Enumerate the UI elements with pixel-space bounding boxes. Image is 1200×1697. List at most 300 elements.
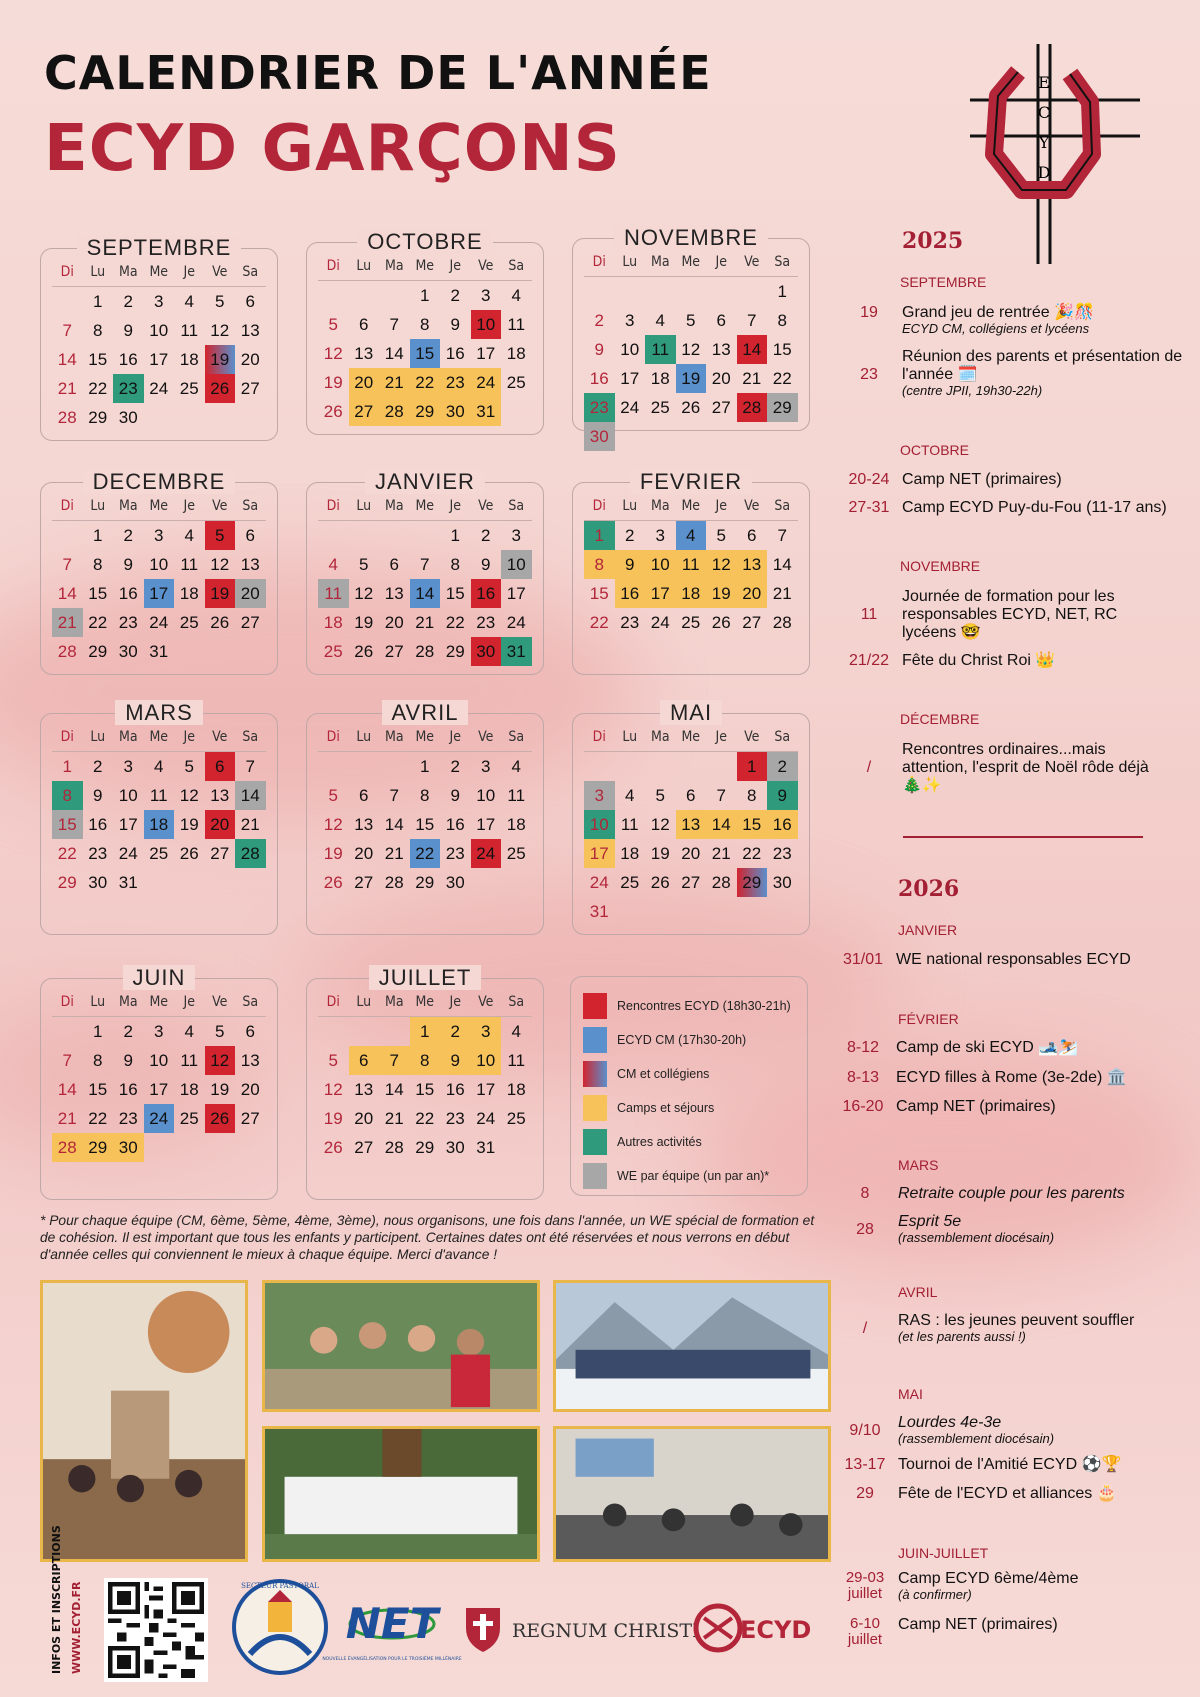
day-cell: 20	[737, 579, 768, 608]
day-cell: 18	[179, 1080, 199, 1099]
day-cell: 19	[650, 844, 670, 863]
empty-cell	[676, 752, 707, 781]
day-cell: 19	[205, 345, 236, 374]
empty-cell	[645, 277, 676, 306]
day-cell: 11	[180, 321, 199, 340]
weekday-header: Di	[584, 722, 615, 752]
day-cell: 6	[245, 1022, 255, 1041]
svg-text:NET: NET	[345, 1599, 439, 1648]
day-cell: 19	[323, 373, 343, 392]
day-cell: 28	[235, 839, 266, 868]
day-cell: 25	[323, 642, 343, 661]
day-cell: 11	[507, 786, 526, 805]
day-cell: 8	[93, 321, 103, 340]
day-cell: 16	[445, 1080, 465, 1099]
day-cell: 30	[445, 873, 465, 892]
month-name: FEVRIER	[573, 469, 809, 495]
day-cell: 29	[737, 868, 768, 897]
day-cell: 6	[245, 292, 255, 311]
day-cell: 26	[205, 374, 236, 403]
day-cell: 22	[742, 844, 762, 863]
empty-cell	[318, 752, 349, 781]
day-cell: 26	[711, 613, 731, 632]
weekday-header: Je	[440, 722, 471, 752]
weekday-header: Lu	[83, 491, 114, 521]
day-cell: 29	[83, 1133, 114, 1162]
day-cell: 23	[476, 613, 496, 632]
day-cell: 1	[93, 526, 103, 545]
month-avril	[306, 700, 544, 935]
day-cell: 23	[118, 1109, 138, 1128]
day-cell: 4	[511, 757, 521, 776]
day-cell: 2	[123, 526, 133, 545]
day-cell: 13	[737, 550, 768, 579]
day-cell: 14	[57, 1080, 77, 1099]
day-cell: 6	[205, 752, 236, 781]
weekday-header: Me	[144, 257, 175, 287]
photo-room	[553, 1426, 831, 1562]
day-cell: 24	[118, 844, 138, 863]
month-heading-dec: DÉCEMBRE	[900, 711, 980, 727]
weekday-header: Ve	[471, 251, 502, 281]
day-cell: 26	[650, 873, 670, 892]
weekday-header: Lu	[349, 491, 380, 521]
day-cell: 8	[52, 781, 83, 810]
day-cell: 25	[506, 373, 526, 392]
day-cell: 13	[210, 786, 230, 805]
day-cell: 29	[410, 397, 441, 426]
qr-code[interactable]	[104, 1578, 208, 1682]
day-cell: 9	[123, 1051, 133, 1070]
day-cell: 30	[118, 408, 138, 427]
weekday-header: Ma	[379, 251, 410, 281]
empty-cell	[615, 277, 646, 306]
day-cell: 2	[481, 526, 491, 545]
weekday-header: Me	[676, 247, 707, 277]
day-cell: 11	[149, 786, 168, 805]
day-cell: 28	[57, 408, 77, 427]
day-cell: 27	[240, 1109, 260, 1128]
day-cell: 8	[420, 786, 430, 805]
day-cell: 7	[777, 526, 787, 545]
day-cell: 9	[93, 786, 103, 805]
day-cell: 1	[410, 1017, 441, 1046]
weekday-header: Ma	[645, 722, 676, 752]
weekday-header: Lu	[615, 247, 646, 277]
weekday-header: Sa	[235, 987, 266, 1017]
day-cell: 20	[349, 368, 380, 397]
empty-cell	[584, 752, 615, 781]
month-juillet	[306, 965, 544, 1200]
day-cell: 17	[645, 579, 676, 608]
month-heading-feb: FÉVRIER	[898, 1011, 959, 1027]
day-cell: 24	[144, 1104, 175, 1133]
day-cell: 16	[589, 369, 609, 388]
day-cell: 19	[676, 364, 707, 393]
empty-cell	[737, 277, 768, 306]
day-cell: 21	[415, 613, 435, 632]
weekday-header: Sa	[767, 722, 798, 752]
weekday-header: Lu	[615, 491, 646, 521]
empty-cell	[52, 1017, 83, 1046]
day-cell: 4	[184, 526, 194, 545]
day-cell: 13	[354, 344, 374, 363]
day-cell: 8	[584, 550, 615, 579]
day-cell: 5	[328, 786, 338, 805]
weekday-header: Lu	[83, 722, 114, 752]
year-2026: 2026	[898, 876, 960, 902]
day-cell: 3	[154, 292, 164, 311]
weekday-header: Ve	[471, 722, 502, 752]
year-2025: 2025	[902, 228, 964, 254]
event-row: 13-17 Tournoi de l'Amitié ECYD ⚽🏆	[844, 1456, 1122, 1473]
month-name: MARS	[41, 700, 277, 726]
day-cell: 13	[676, 810, 707, 839]
day-cell: 10	[149, 1051, 169, 1070]
day-cell: 6	[716, 311, 726, 330]
day-cell: 15	[88, 584, 108, 603]
day-cell: 2	[123, 292, 133, 311]
weekday-header: Di	[52, 491, 83, 521]
svg-text:WWW.ECYD.FR: WWW.ECYD.FR	[70, 1581, 83, 1674]
month-octobre	[306, 229, 544, 435]
weekday-header: Me	[144, 722, 175, 752]
day-cell: 30	[471, 637, 502, 666]
day-cell: 25	[149, 844, 169, 863]
empty-cell	[52, 521, 83, 550]
day-cell: 16	[615, 579, 646, 608]
day-cell: 16	[445, 344, 465, 363]
weekday-header: Ma	[113, 491, 144, 521]
month-name: NOVEMBRE	[573, 225, 809, 251]
day-cell: 9	[123, 321, 133, 340]
day-cell: 27	[210, 844, 230, 863]
weekday-header: Sa	[767, 247, 798, 277]
day-cell: 20	[384, 613, 404, 632]
day-cell: 4	[655, 311, 665, 330]
day-cell: 27	[240, 613, 260, 632]
day-cell: 27	[711, 398, 731, 417]
day-cell: 29	[415, 873, 435, 892]
weekday-header: Je	[174, 722, 205, 752]
weekday-header: Sa	[501, 722, 532, 752]
day-cell: 26	[179, 844, 199, 863]
month-janvier	[306, 469, 544, 675]
day-cell: 6	[686, 786, 696, 805]
day-cell: 11	[180, 555, 199, 574]
weekday-header: Me	[410, 722, 441, 752]
day-cell: 22	[589, 613, 609, 632]
day-cell: 10	[471, 1046, 502, 1075]
day-cell: 19	[323, 1109, 343, 1128]
month-heading-sep: SEPTEMBRE	[900, 274, 987, 290]
day-cell: 4	[184, 292, 194, 311]
event-row: 21/22 Fête du Christ Roi 👑	[848, 652, 1056, 669]
day-cell: 21	[57, 1109, 77, 1128]
day-cell: 23	[113, 374, 144, 403]
event-row: 6-10 juillet Camp NET (primaires)	[847, 1615, 1058, 1648]
weekday-header: Ve	[205, 257, 236, 287]
day-cell: 14	[772, 555, 792, 574]
weekday-header: Ma	[379, 491, 410, 521]
empty-cell	[645, 752, 676, 781]
day-cell: 18	[506, 1080, 526, 1099]
day-cell: 15	[415, 1080, 435, 1099]
weekday-header: Je	[706, 491, 737, 521]
month-name: DECEMBRE	[41, 469, 277, 495]
day-cell: 5	[215, 1022, 225, 1041]
day-cell: 22	[410, 839, 441, 868]
day-cell: 21	[384, 1109, 404, 1128]
ecyd-cross-logo	[970, 44, 1140, 274]
day-cell: 9	[440, 1046, 471, 1075]
weekday-header: Di	[318, 987, 349, 1017]
day-cell: 16	[118, 584, 138, 603]
month-name: MAI	[573, 700, 809, 726]
day-cell: 3	[584, 781, 615, 810]
day-cell: 29	[445, 642, 465, 661]
weekday-header: Di	[52, 987, 83, 1017]
weekday-header: Ma	[645, 247, 676, 277]
day-cell: 12	[650, 815, 670, 834]
day-cell: 6	[245, 526, 255, 545]
day-cell: 23	[584, 393, 615, 422]
day-cell: 10	[645, 550, 676, 579]
day-cell: 16	[88, 815, 108, 834]
day-cell: 1	[93, 1022, 103, 1041]
day-cell: 13	[240, 321, 260, 340]
day-cell: 13	[354, 1080, 374, 1099]
day-cell: 8	[410, 1046, 441, 1075]
day-cell: 30	[584, 422, 615, 451]
day-cell: 8	[777, 311, 787, 330]
day-cell: 28	[379, 397, 410, 426]
day-cell: 15	[52, 810, 83, 839]
day-cell: 2	[123, 1022, 133, 1041]
day-cell: 22	[772, 369, 792, 388]
day-cell: 14	[57, 350, 77, 369]
day-cell: 10	[471, 310, 502, 339]
day-cell: 7	[420, 555, 430, 574]
day-cell: 24	[650, 613, 670, 632]
legend-item: Camps et séjours	[583, 1091, 795, 1125]
empty-cell	[379, 1017, 410, 1046]
day-cell: 10	[476, 786, 496, 805]
day-cell: 31	[118, 873, 138, 892]
svg-text:SECTEUR PASTORAL: SECTEUR PASTORAL	[241, 1582, 319, 1590]
svg-text:NOUVELLE ÉVANGÉLISATION POUR L: NOUVELLE ÉVANGÉLISATION POUR LE TROISIÈME MILLÉNAIRE	[322, 1657, 462, 1662]
logo-letter-d: D	[1037, 163, 1051, 182]
day-cell: 19	[210, 1080, 230, 1099]
day-cell: 15	[737, 810, 768, 839]
day-cell: 28	[415, 642, 435, 661]
logo-letter-y: Y	[1038, 133, 1050, 152]
day-cell: 16	[445, 815, 465, 834]
day-cell: 3	[154, 1022, 164, 1041]
day-cell: 24	[471, 368, 502, 397]
event-row: 23 Réunion des parents et présentation de l'année 🗓️ (centre JPII, 19h30-22h)	[860, 348, 1183, 398]
day-cell: 1	[450, 526, 460, 545]
day-cell: 28	[52, 1133, 83, 1162]
day-cell: 9	[450, 786, 460, 805]
day-cell: 17	[620, 369, 640, 388]
day-cell: 15	[415, 815, 435, 834]
day-cell: 20	[354, 1109, 374, 1128]
title-line-1: CALENDRIER DE L'ANNÉE	[44, 46, 712, 100]
day-cell: 31	[471, 397, 502, 426]
regnum-christi-logo	[460, 1604, 700, 1654]
day-cell: 22	[445, 613, 465, 632]
day-cell: 2	[450, 286, 460, 305]
day-cell: 5	[328, 315, 338, 334]
day-cell: 28	[711, 873, 731, 892]
weekday-header: Me	[676, 491, 707, 521]
day-cell: 8	[420, 315, 430, 334]
day-cell: 31	[589, 902, 609, 921]
day-cell: 18	[506, 815, 526, 834]
day-cell: 26	[323, 1138, 343, 1157]
day-cell: 16	[118, 350, 138, 369]
legend	[570, 976, 808, 1196]
day-cell: 7	[389, 315, 399, 334]
weekday-header: Lu	[83, 987, 114, 1017]
day-cell: 24	[476, 1109, 496, 1128]
legend-item: Rencontres ECYD (18h30-21h)	[583, 989, 795, 1023]
day-cell: 4	[184, 1022, 194, 1041]
day-cell: 24	[620, 398, 640, 417]
day-cell: 14	[384, 815, 404, 834]
day-cell: 8	[450, 555, 460, 574]
photo-chapel	[40, 1280, 248, 1562]
day-cell: 9	[481, 555, 491, 574]
day-cell: 6	[349, 1046, 380, 1075]
weekday-header: Je	[174, 491, 205, 521]
day-cell: 1	[420, 286, 430, 305]
day-cell: 21	[240, 815, 260, 834]
day-cell: 2	[625, 526, 635, 545]
weekday-header: Sa	[501, 491, 532, 521]
legend-item: ECYD CM (17h30-20h)	[583, 1023, 795, 1057]
day-cell: 3	[471, 1017, 502, 1046]
day-cell: 14	[57, 584, 77, 603]
day-cell: 12	[354, 584, 374, 603]
empty-cell	[676, 277, 707, 306]
day-cell: 25	[179, 379, 199, 398]
legend-item: CM et collégiens	[583, 1057, 795, 1091]
day-cell: 26	[354, 642, 374, 661]
weekday-header: Je	[174, 987, 205, 1017]
day-cell: 22	[88, 1109, 108, 1128]
month-heading-mar: MARS	[898, 1157, 939, 1173]
day-cell: 29	[415, 1138, 435, 1157]
footnote: * Pour chaque équipe (CM, 6ème, 5ème, 4ème, 3ème), nous organisons, une fois dans l'année, un WE spécial de formation et de cohésion. Il est important que tous les enfants y participent. Certaines dates ont été réservées et nous verrons en début d'année celles qui conviennent le mieux à chaque équipe. Merci d'avance !	[40, 1213, 815, 1262]
month-heading-apr: AVRIL	[898, 1284, 938, 1300]
day-cell: 29	[88, 642, 108, 661]
month-mai	[572, 700, 810, 935]
day-cell: 28	[57, 642, 77, 661]
day-cell: 26	[323, 873, 343, 892]
day-cell: 27	[349, 397, 380, 426]
event-row: 9/10 Lourdes 4e-3e (rassemblement diocésain)	[849, 1414, 1055, 1446]
month-heading-jan: JANVIER	[898, 922, 958, 938]
day-cell: 25	[506, 1109, 526, 1128]
day-cell: 19	[706, 579, 737, 608]
day-cell: 22	[57, 844, 77, 863]
weekday-header: Ma	[113, 257, 144, 287]
ecyd-logo	[694, 1600, 812, 1656]
day-cell: 4	[511, 1022, 521, 1041]
day-cell: 21	[772, 584, 792, 603]
day-cell: 21	[52, 608, 83, 637]
month-septembre	[40, 235, 278, 441]
day-cell: 5	[359, 555, 369, 574]
day-cell: 3	[655, 526, 665, 545]
weekday-header: Je	[440, 251, 471, 281]
day-cell: 19	[205, 579, 236, 608]
empty-cell	[410, 521, 441, 550]
svg-text:REGNUM CHRISTI: REGNUM CHRISTI	[512, 1620, 700, 1642]
net-logo	[322, 1586, 462, 1676]
event-row: 19 Grand jeu de rentrée 🎉🎊 ECYD CM, collégiens et lycéens	[860, 304, 1094, 336]
day-cell: 9	[450, 315, 460, 334]
day-cell: 8	[747, 786, 757, 805]
photo-ski-group	[553, 1280, 831, 1412]
day-cell: 17	[584, 839, 615, 868]
weekday-header: Sa	[501, 251, 532, 281]
day-cell: 23	[445, 1109, 465, 1128]
day-cell: 22	[410, 368, 441, 397]
day-cell: 13	[240, 1051, 260, 1070]
month-name: JANVIER	[307, 469, 543, 495]
weekday-header: Je	[440, 491, 471, 521]
event-row: 31/01 WE national responsables ECYD	[842, 951, 1131, 968]
day-cell: 11	[180, 1051, 199, 1070]
weekday-header: Ve	[737, 247, 768, 277]
weekday-header: Lu	[349, 722, 380, 752]
day-cell: 17	[476, 815, 496, 834]
event-row: 8 Retraite couple pour les parents	[860, 1185, 1125, 1202]
day-cell: 25	[620, 873, 640, 892]
day-cell: 17	[149, 1080, 169, 1099]
weekday-header: Ma	[379, 987, 410, 1017]
day-cell: 9	[615, 550, 646, 579]
day-cell: 28	[384, 873, 404, 892]
legend-item: WE par équipe (un par an)*	[583, 1159, 795, 1193]
event-row: 8-13 ECYD filles à Rome (3e-2de) 🏛️	[846, 1069, 1127, 1086]
day-cell: 31	[476, 1138, 496, 1157]
weekday-header: Sa	[501, 987, 532, 1017]
day-cell: 7	[62, 321, 72, 340]
day-cell: 10	[149, 321, 169, 340]
day-cell: 28	[384, 1138, 404, 1157]
weekday-header: Ma	[113, 987, 144, 1017]
day-cell: 3	[123, 757, 133, 776]
event-row: / Rencontres ordinaires...mais attention, l'esprit de Noël rôde déjà 🎄✨	[866, 741, 1149, 794]
day-cell: 21	[742, 369, 762, 388]
empty-cell	[379, 281, 410, 310]
day-cell: 7	[389, 786, 399, 805]
day-cell: 24	[471, 839, 502, 868]
event-row: 29 Fête de l'ECYD et alliances 🎂	[856, 1485, 1117, 1502]
day-cell: 22	[88, 613, 108, 632]
day-cell: 31	[149, 642, 169, 661]
day-cell: 15	[88, 350, 108, 369]
weekday-header: Lu	[615, 722, 646, 752]
day-cell: 18	[179, 350, 199, 369]
day-cell: 27	[354, 1138, 374, 1157]
day-cell: 26	[205, 1104, 236, 1133]
month-name: SEPTEMBRE	[41, 235, 277, 261]
